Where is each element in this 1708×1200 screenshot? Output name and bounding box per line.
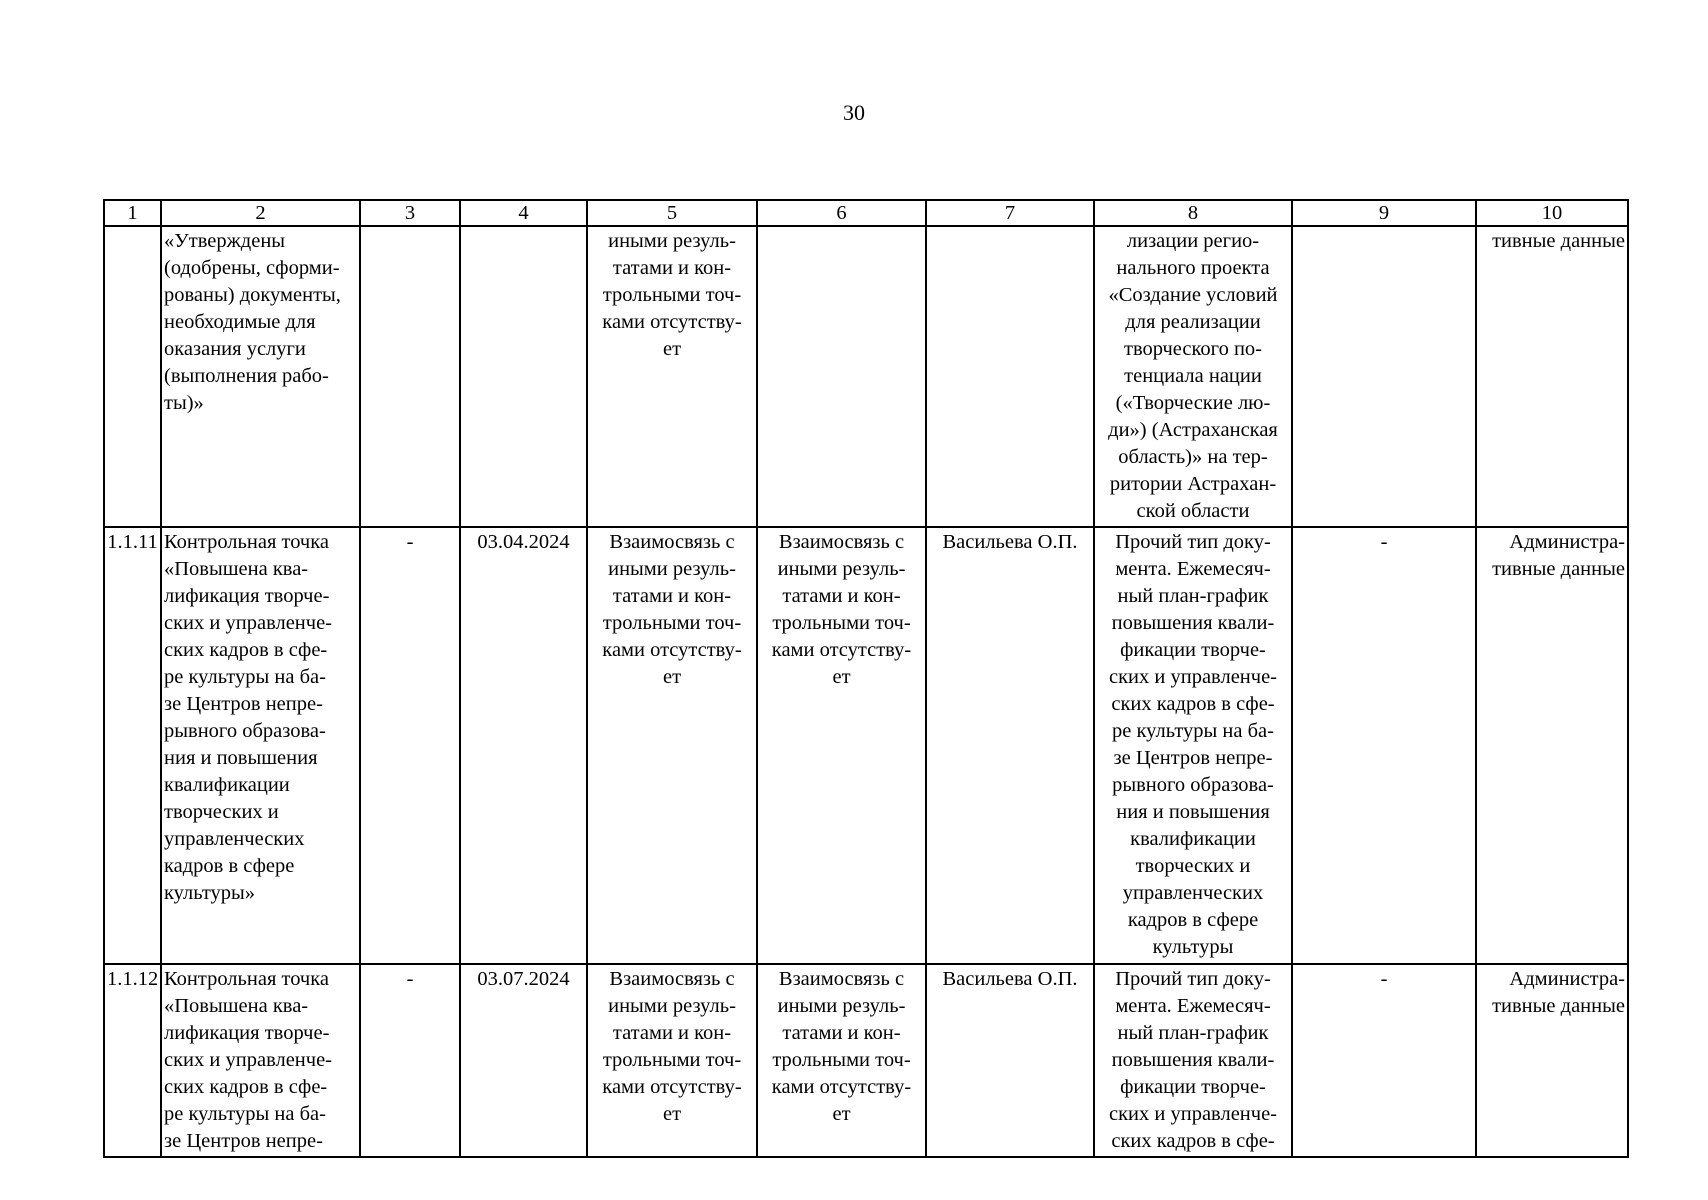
cell-text-line: иными резуль- xyxy=(608,995,736,1017)
cell-text-line: ре культуры на ба- xyxy=(1112,720,1274,742)
document-type-cell xyxy=(1094,527,1292,964)
row-number-cell: 1.1.12 xyxy=(104,964,161,1157)
cell-text-line: ских и управленче- xyxy=(1108,1103,1277,1125)
result-name-cell xyxy=(161,527,360,964)
header-cell: 2 xyxy=(161,200,360,226)
cell-text-line: тенциала нации xyxy=(1124,365,1262,387)
cell-text-line: ских кадров в сфе- xyxy=(164,1076,328,1098)
cell-text-line: творческих и xyxy=(1135,855,1251,877)
cell-text-line: лизации регио- xyxy=(1126,230,1260,252)
cell-text-line: ских кадров в сфе- xyxy=(1111,693,1275,715)
cell-text-line: зе Центров непре- xyxy=(164,1130,323,1152)
predecessor-cell xyxy=(587,527,757,964)
page-number: 30 xyxy=(843,100,865,125)
cell-text-line: ты)» xyxy=(164,392,204,414)
cell-text-line: ет xyxy=(662,1103,682,1125)
cell-text-line: Администра- xyxy=(1509,968,1625,990)
cell-text-line: иными резуль- xyxy=(608,230,736,252)
cell-text-line: татами и кон- xyxy=(612,1022,732,1044)
row-number-cell xyxy=(104,226,161,527)
cell-text-line: мента. Ежемесяч- xyxy=(1115,558,1271,580)
cell-text-line: трольными точ- xyxy=(602,1049,742,1071)
cell-text-line: творческих и xyxy=(164,801,279,823)
cell-text-line: тивные данные xyxy=(1492,995,1625,1017)
table-row xyxy=(104,226,1628,527)
data-source-cell xyxy=(1476,226,1628,527)
cell-text-line: творческого по- xyxy=(1124,338,1262,360)
base-value-cell xyxy=(360,226,460,527)
cell-text-line: трольными точ- xyxy=(772,612,911,634)
cell-text-line: татами и кон- xyxy=(612,585,732,607)
cell-text-line: Контрольная точка xyxy=(164,531,329,553)
data-source-cell xyxy=(1476,527,1628,964)
cell-text-line: управленческих xyxy=(164,828,305,850)
cell-text-line: ками отсутству- xyxy=(602,1076,742,1098)
successor-cell xyxy=(757,964,926,1157)
cell-text-line: ет xyxy=(662,666,682,688)
cell-text-line: Контрольная точка xyxy=(164,968,329,990)
cell-text-line: иными резуль- xyxy=(608,558,736,580)
cell-text-line: ре культуры на ба- xyxy=(164,666,326,688)
cell-text-line: «Повышена ква- xyxy=(164,995,309,1017)
cell-text-line: фикации творче- xyxy=(1120,639,1266,661)
cell-text-line: повышения квали- xyxy=(1111,1049,1275,1071)
base-value-cell: - xyxy=(360,964,460,1157)
header-cell: 6 xyxy=(757,200,926,226)
cell-text-line: трольными точ- xyxy=(602,612,742,634)
result-name-cell xyxy=(161,226,360,527)
cell-text-line: ет xyxy=(832,666,851,688)
header-cell: 9 xyxy=(1292,200,1476,226)
cell-text-line: оказания услуги xyxy=(164,338,306,360)
predecessor-cell xyxy=(587,226,757,527)
header-cell: 3 xyxy=(360,200,460,226)
cell-text-line: зе Центров непре- xyxy=(164,693,323,715)
table-header-row xyxy=(104,200,1628,226)
cell-text-line: ния и повышения xyxy=(1116,801,1270,823)
cell-text-line: нального проекта xyxy=(1116,257,1270,279)
cell-text-line: ских кадров в сфе- xyxy=(1111,1130,1275,1152)
cell-text-line: ре культуры на ба- xyxy=(164,1103,326,1125)
cell-text-line: «Повышена ква- xyxy=(164,558,309,580)
cell-text-line: квалификации xyxy=(164,774,290,796)
cell-text-line: ди») (Астраханская xyxy=(1108,419,1278,441)
cell-text-line: Взаимосвязь с xyxy=(609,531,735,553)
cell-text-line: Взаимосвязь с xyxy=(778,531,905,553)
header-cell: 10 xyxy=(1476,200,1628,226)
header-cell: 7 xyxy=(926,200,1094,226)
cell-text-line: трольными точ- xyxy=(772,1049,911,1071)
cell-text-line: культуры xyxy=(1152,936,1234,958)
info-system-cell xyxy=(1292,226,1476,527)
cell-text-line: фикации творче- xyxy=(1120,1076,1266,1098)
cell-text-line: ских и управленче- xyxy=(164,612,333,634)
cell-text-line: рывного образова- xyxy=(164,720,326,742)
cell-text-line: Взаимосвязь с xyxy=(609,968,735,990)
date-cell xyxy=(460,226,587,527)
cell-text-line: Прочий тип доку- xyxy=(1115,531,1271,553)
document-type-cell xyxy=(1094,964,1292,1157)
cell-text-line: ный план-график xyxy=(1117,585,1269,607)
cell-text-line: ный план-график xyxy=(1117,1022,1269,1044)
cell-text-line: лификация творче- xyxy=(164,585,330,607)
cell-text-line: тивные данные xyxy=(1492,558,1625,580)
cell-text-line: зе Центров непре- xyxy=(1113,747,1273,769)
result-name-cell xyxy=(161,964,360,1157)
cell-text-line: квалификации xyxy=(1130,828,1256,850)
cell-text-line: Администра- xyxy=(1509,531,1625,553)
cell-text-line: татами и кон- xyxy=(782,585,901,607)
cell-text-line: необходимые для xyxy=(164,311,316,333)
cell-text-line: Прочий тип доку- xyxy=(1115,968,1271,990)
cell-text-line: ками отсутству- xyxy=(771,639,912,661)
successor-cell xyxy=(757,226,926,527)
cell-text-line: ских и управленче- xyxy=(1108,666,1277,688)
cell-text-line: лификация творче- xyxy=(164,1022,330,1044)
cell-text-line: иными резуль- xyxy=(777,995,906,1017)
table-row xyxy=(104,964,1628,1157)
cell-text-line: (одобрены, сформи- xyxy=(164,257,340,279)
cell-text-line: («Творческие лю- xyxy=(1115,392,1271,414)
cell-text-line: ния и повышения xyxy=(164,747,318,769)
header-cell: 4 xyxy=(460,200,587,226)
cell-text-line: ской области xyxy=(1136,500,1250,522)
cell-text-line: для реализации xyxy=(1125,311,1261,333)
info-system-cell: - xyxy=(1292,964,1476,1157)
cell-text-line: трольными точ- xyxy=(602,284,742,306)
date-cell: 03.04.2024 xyxy=(460,527,587,964)
cell-text-line: ских кадров в сфе- xyxy=(164,639,328,661)
cell-text-line: ками отсутству- xyxy=(602,311,742,333)
cell-text-line: рывного образова- xyxy=(1112,774,1274,796)
cell-text-line: область)» на тер- xyxy=(1118,446,1268,468)
responsible-cell: Васильева О.П. xyxy=(926,527,1094,964)
cell-text-line: ками отсутству- xyxy=(771,1076,912,1098)
cell-text-line: культуры» xyxy=(164,882,256,904)
header-cell: 5 xyxy=(587,200,757,226)
cell-text-line: ритории Астрахан- xyxy=(1109,473,1277,495)
cell-text-line: (выполнения рабо- xyxy=(164,365,329,387)
row-number-cell: 1.1.11 xyxy=(104,527,161,964)
cell-text-line: повышения квали- xyxy=(1111,612,1275,634)
cell-text-line: «Создание условий xyxy=(1108,284,1278,306)
cell-text-line: ских и управленче- xyxy=(164,1049,333,1071)
cell-text-line: Взаимосвязь с xyxy=(778,968,905,990)
header-cell: 8 xyxy=(1094,200,1292,226)
cell-text-line: кадров в сфере xyxy=(164,855,295,877)
cell-text-line: татами и кон- xyxy=(612,257,732,279)
cell-text-line: иными резуль- xyxy=(777,558,906,580)
cell-text-line: рованы) документы, xyxy=(164,284,341,306)
header-cell: 1 xyxy=(104,200,161,226)
table-row xyxy=(104,527,1628,964)
cell-text-line: татами и кон- xyxy=(782,1022,901,1044)
info-system-cell: - xyxy=(1292,527,1476,964)
responsible-cell xyxy=(926,226,1094,527)
cell-text-line: ет xyxy=(832,1103,851,1125)
successor-cell xyxy=(757,527,926,964)
document-type-cell xyxy=(1094,226,1292,527)
cell-text-line: «Утверждены xyxy=(164,230,286,252)
predecessor-cell xyxy=(587,964,757,1157)
data-table xyxy=(103,199,1629,1158)
date-cell: 03.07.2024 xyxy=(460,964,587,1157)
base-value-cell: - xyxy=(360,527,460,964)
cell-text-line: кадров в сфере xyxy=(1127,909,1259,931)
cell-text-line: мента. Ежемесяч- xyxy=(1115,995,1271,1017)
cell-text-line: тивные данные xyxy=(1492,230,1625,252)
data-source-cell xyxy=(1476,964,1628,1157)
cell-text-line: ет xyxy=(662,338,682,360)
cell-text-line: ками отсутству- xyxy=(602,639,742,661)
responsible-cell: Васильева О.П. xyxy=(926,964,1094,1157)
cell-text-line: управленческих xyxy=(1122,882,1264,904)
